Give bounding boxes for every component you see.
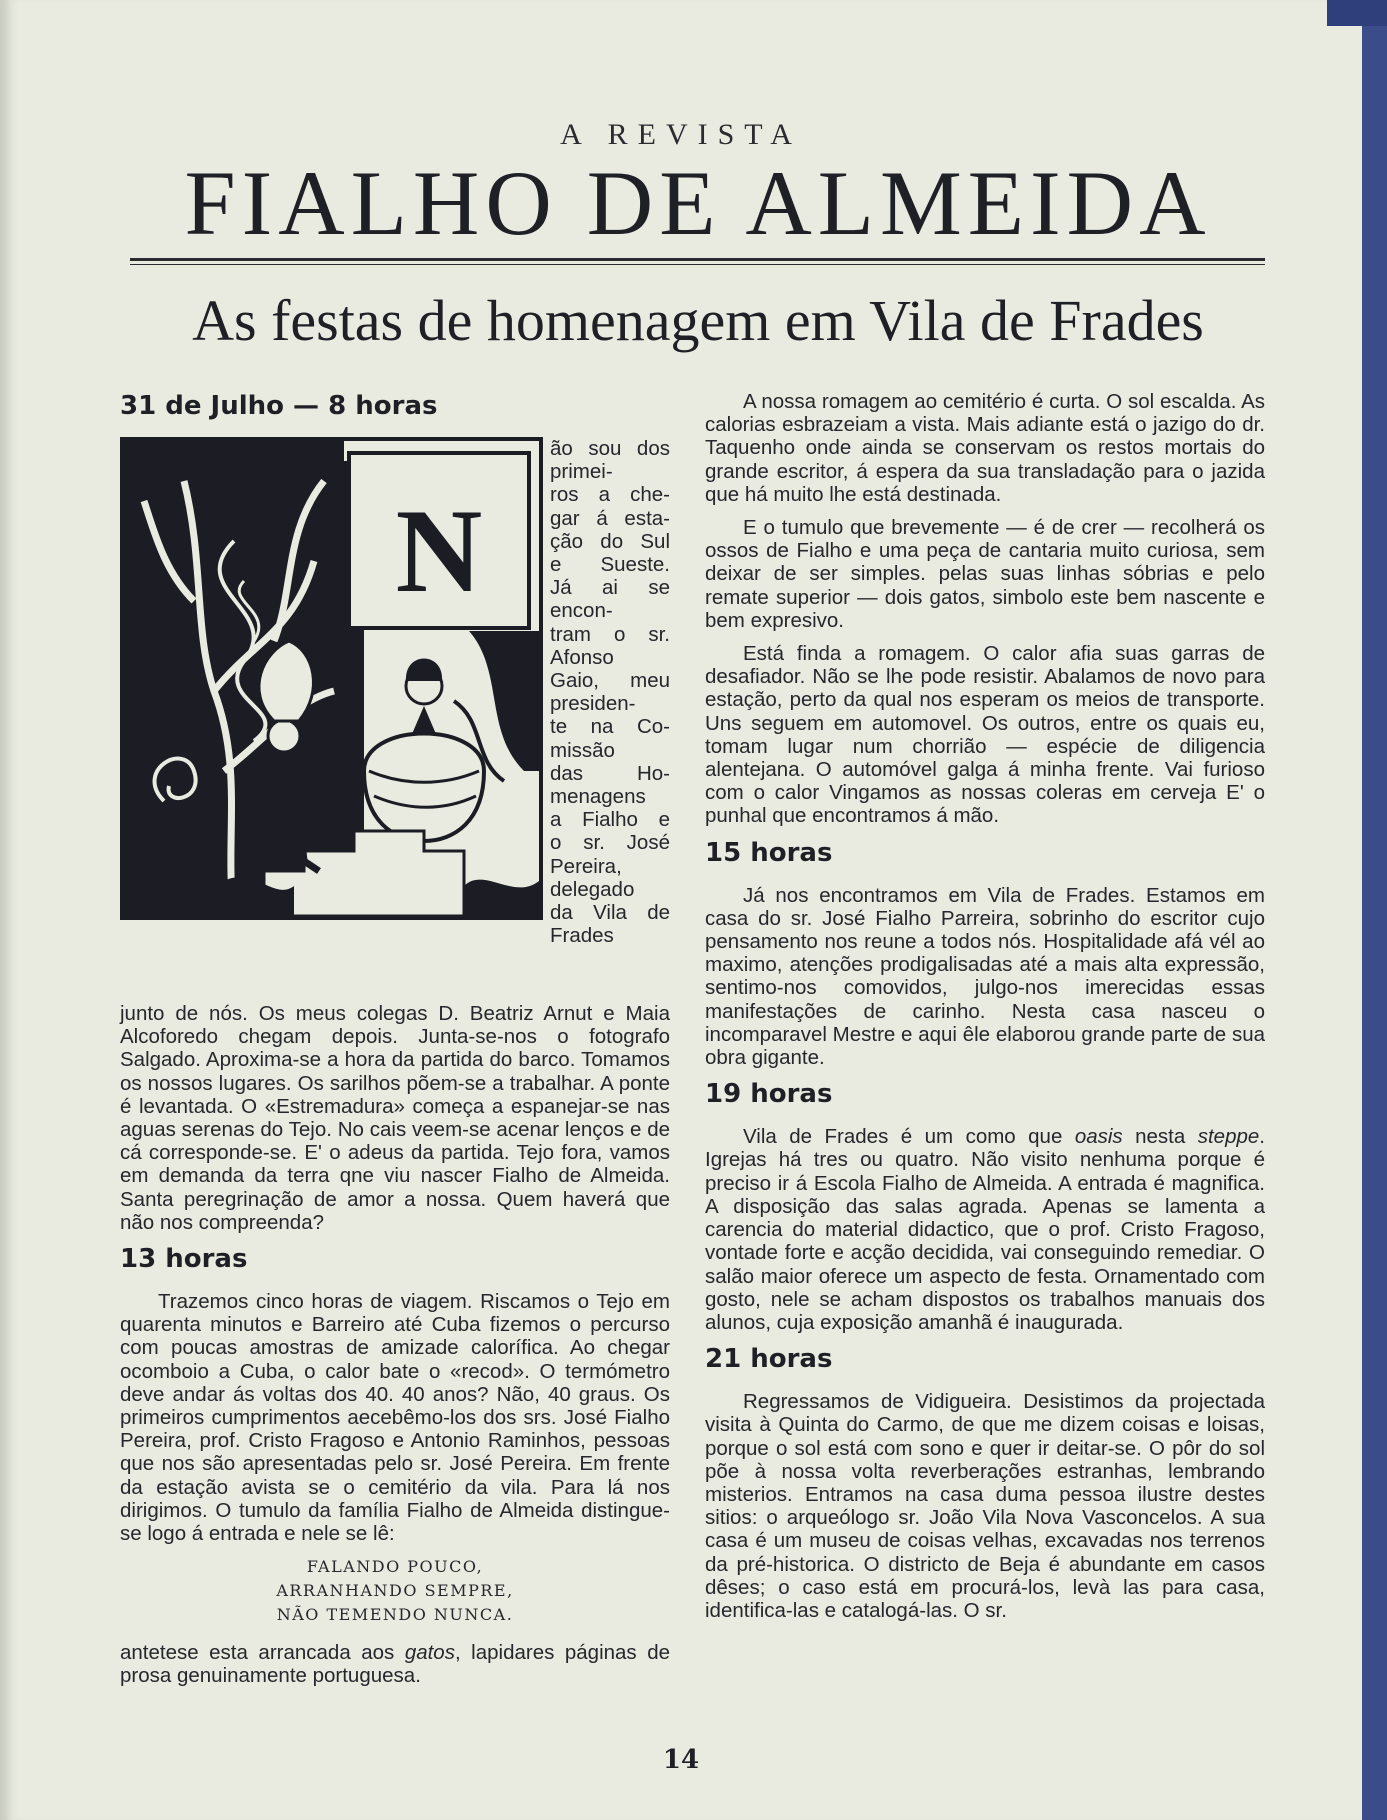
wrap-line: ros a che-: [550, 483, 670, 507]
quoted-motto: [120, 1555, 670, 1627]
wrap-line: Gaio, meu: [550, 669, 670, 693]
wrap-line: ão sou dos: [550, 437, 670, 460]
paragraph: junto de nós. Os meus colegas D. Beatriz Arnut e Maia Alcoforedo chegam depois. Junta-se-nos o fotografo Salgado. Aproxima-se a hora da partida do barco. Tomamos os nossos lugares. Os sarilhos põem-se a trabalhar. A ponte é levantada. O «Estremadura» começa a espanejar-se nas aguas serenas do Tejo. No cais veem-se acenar lenços e de cá corresponde-se. E' o adeus da partida. Tejo fora, vamos em demanda da terra qne viu nascer Fialho de Almeida. Santa peregrinação de amor a nossa. Quem haverá que não nos compreenda?: [120, 1002, 670, 1234]
title-rule: [130, 258, 1265, 261]
section-heading: 15 horas: [705, 837, 833, 868]
text-run: nesta: [1122, 1125, 1198, 1149]
article-headline: As festas de homenagem em Vila de Frades: [192, 288, 1204, 353]
italic-text: steppe: [1197, 1125, 1260, 1149]
wrap-line: Já ai se: [550, 576, 670, 600]
wrap-line: e Sueste.: [550, 553, 670, 577]
italic-text: oasis: [1074, 1125, 1123, 1149]
next-page-edge: [1327, 0, 1387, 26]
text-run: antetese esta arrancada aos: [120, 1641, 405, 1665]
wrap-line: das Ho-: [550, 761, 670, 785]
title-rule-thin: [130, 264, 1265, 265]
illustrated-dropcap-n: [120, 437, 543, 920]
text-run: Vila de Frades é um como que: [743, 1125, 1075, 1149]
paragraph: Já nos encontramos em Vila de Frades. Estamos em casa do sr. José Fialho Parreira, sobrinho do escritor cujo pensamento nos reune a todos nós. Hospitalidade afá vél ao maximo, atenções prodigalisadas até a mais alta expressão, sentimo-nos comovidos, julgo-nos imerecidas essas manifestações de carinho. Nesta casa nasceu o incomparavel Mestre e aqui êle elaborou grande parte de sua obra gigante.: [705, 883, 1265, 1070]
paragraph: E o tumulo que brevemente — é de crer — recolherá os ossos de Fialho e uma peça de cantaria muito curiosa, sem deixar de ser simples. pelas suas linhas sóbrias e pelo remate superior — dois gatos, simbolo este bem nascente e bem expresivo.: [705, 516, 1265, 632]
motto-line: ARRANHANDO SEMPRE,: [276, 1581, 514, 1601]
dropcap-illustration-image: [124, 441, 539, 916]
wrap-line: Frades: [550, 924, 614, 948]
wrap-line: presiden-: [550, 692, 636, 716]
text-run: , lapidares páginas de prosa genuinamente portuguesa.: [120, 1641, 670, 1688]
wrap-line: te na Co-: [550, 715, 670, 739]
wrap-line: Pereira,: [550, 854, 622, 878]
section-heading: 13 horas: [120, 1244, 248, 1275]
section-heading: 31 de Julho — 8 horas: [120, 391, 438, 421]
section-heading: 21 horas: [705, 1344, 833, 1375]
page-number: 14: [662, 1745, 700, 1775]
wrap-line: Afonso: [550, 645, 614, 669]
left-column: [120, 385, 670, 1698]
wrap-line: tram o sr.: [550, 622, 670, 646]
wrap-line: encon-: [550, 599, 613, 623]
wrap-text: [550, 437, 670, 947]
section-heading: 19 horas: [705, 1079, 833, 1110]
motto-line: FALANDO POUCO,: [306, 1557, 484, 1577]
right-column: [705, 390, 1265, 1632]
wrap-line: delegado: [550, 877, 635, 901]
paragraph: A nossa romagem ao cemitério é curta. O sol escalda. As calorias esbrazeiam a vista. Mais adiante está o jazigo do dr. Taquenho onde ainda se conservam os restos mortais do grande escritor, á espera da sua transladação para o jazida que há muito lhe está destinada.: [705, 390, 1265, 506]
wrap-line: a Fialho e: [550, 808, 670, 832]
wrap-line: da Vila de: [550, 901, 670, 925]
wrap-line: primei-: [550, 460, 613, 484]
wrap-line: gar á esta-: [550, 506, 670, 530]
dropcap-area: [120, 437, 670, 1002]
wrap-line: menagens: [550, 785, 646, 809]
magazine-kicker: A REVISTA: [560, 118, 802, 151]
masthead-title: FIALHO DE ALMEIDA: [184, 152, 1212, 254]
motto-line: NÃO TEMENDO NUNCA.: [276, 1605, 514, 1625]
paragraph: [705, 1125, 1265, 1334]
paragraph: [120, 1641, 670, 1687]
paragraph: Está finda a romagem. O calor afia suas garras de desafiador. Não se lhe pode resistir. Abalamos de novo para estação, perto da qual nos esperam os meios de transporte. Uns seguem em automovel. Os outros, entre os quais eu, tomam lugar num chorrião — espécie de diligencia alentejana. O automóvel galga á minha frente. Vai furioso com o calor Vingamos as nossas coleras em cerveja E' o punhal que encontramos á mão.: [705, 642, 1265, 828]
text-run: . Igrejas há tres ou quatro. Não visito nenhuma porque é preciso ir á Escola Fialho de Almeida. A entrada é magnifica. A disposição das salas agrada. Apenas se lamenta a carencia do material didactico, que o prof. Cristo Fragoso, vontade forte e acção decidida, vai conseguindo remediar. O salão maior oferece um aspecto de festa. Ornamentado com gosto, nele se acham dispostos os trabalhos manuais dos alunos, cuja exposição amanhã é inaugurada.: [705, 1125, 1265, 1334]
svg-text:N: N: [395, 484, 483, 617]
italic-text: gatos: [404, 1641, 455, 1665]
wrap-line: ção do Sul: [550, 529, 670, 553]
wrap-line: o sr. José: [550, 831, 670, 855]
wrap-line: missão: [550, 738, 615, 762]
paragraph: Trazemos cinco horas de viagem. Riscamos o Tejo em quarenta minutos e Barreiro até Cuba fizemos o percurso com poucas amostras de amizade calorífica. Ao chegar ocomboio a Cuba, o calor bate o «recod». O termómetro deve andar ás voltas dos 40. 40 anos? Não, 40 graus. Os primeiros cumprimentos aecebêmo-los dos srs. José Fialho Pereira, prof. Cristo Fragoso e Antonio Raminhos, pessoas que nos são apresentadas pelo sr. José Pereira. Em frente da estação avista se o cemitério da vila. Para lá nos dirigimos. O tumulo da família Fialho de Almeida distingue-se logo á entrada e nele se lê:: [120, 1290, 670, 1546]
paragraph: Regressamos de Vidigueira. Desistimos da projectada visita à Quinta do Carmo, de que me dizem coisas e loisas, porque o sol está com sono e quer ir deitar-se. O pôr do sol põe à nossa volta reverberações estranhas, lembrando misterios. Entramos na casa duma pessoa ilustre destes sitios: o arqueólogo sr. João Vila Nova Vasconcelos. A sua casa é um museu de coisas velhas, excavadas nos terrenos da pré-historica. O districto de Beja é abundante em casos dêses; o caso está em procurá-los, levà las para casa, identifica-las e catalogá-las. O sr.: [705, 1390, 1265, 1622]
